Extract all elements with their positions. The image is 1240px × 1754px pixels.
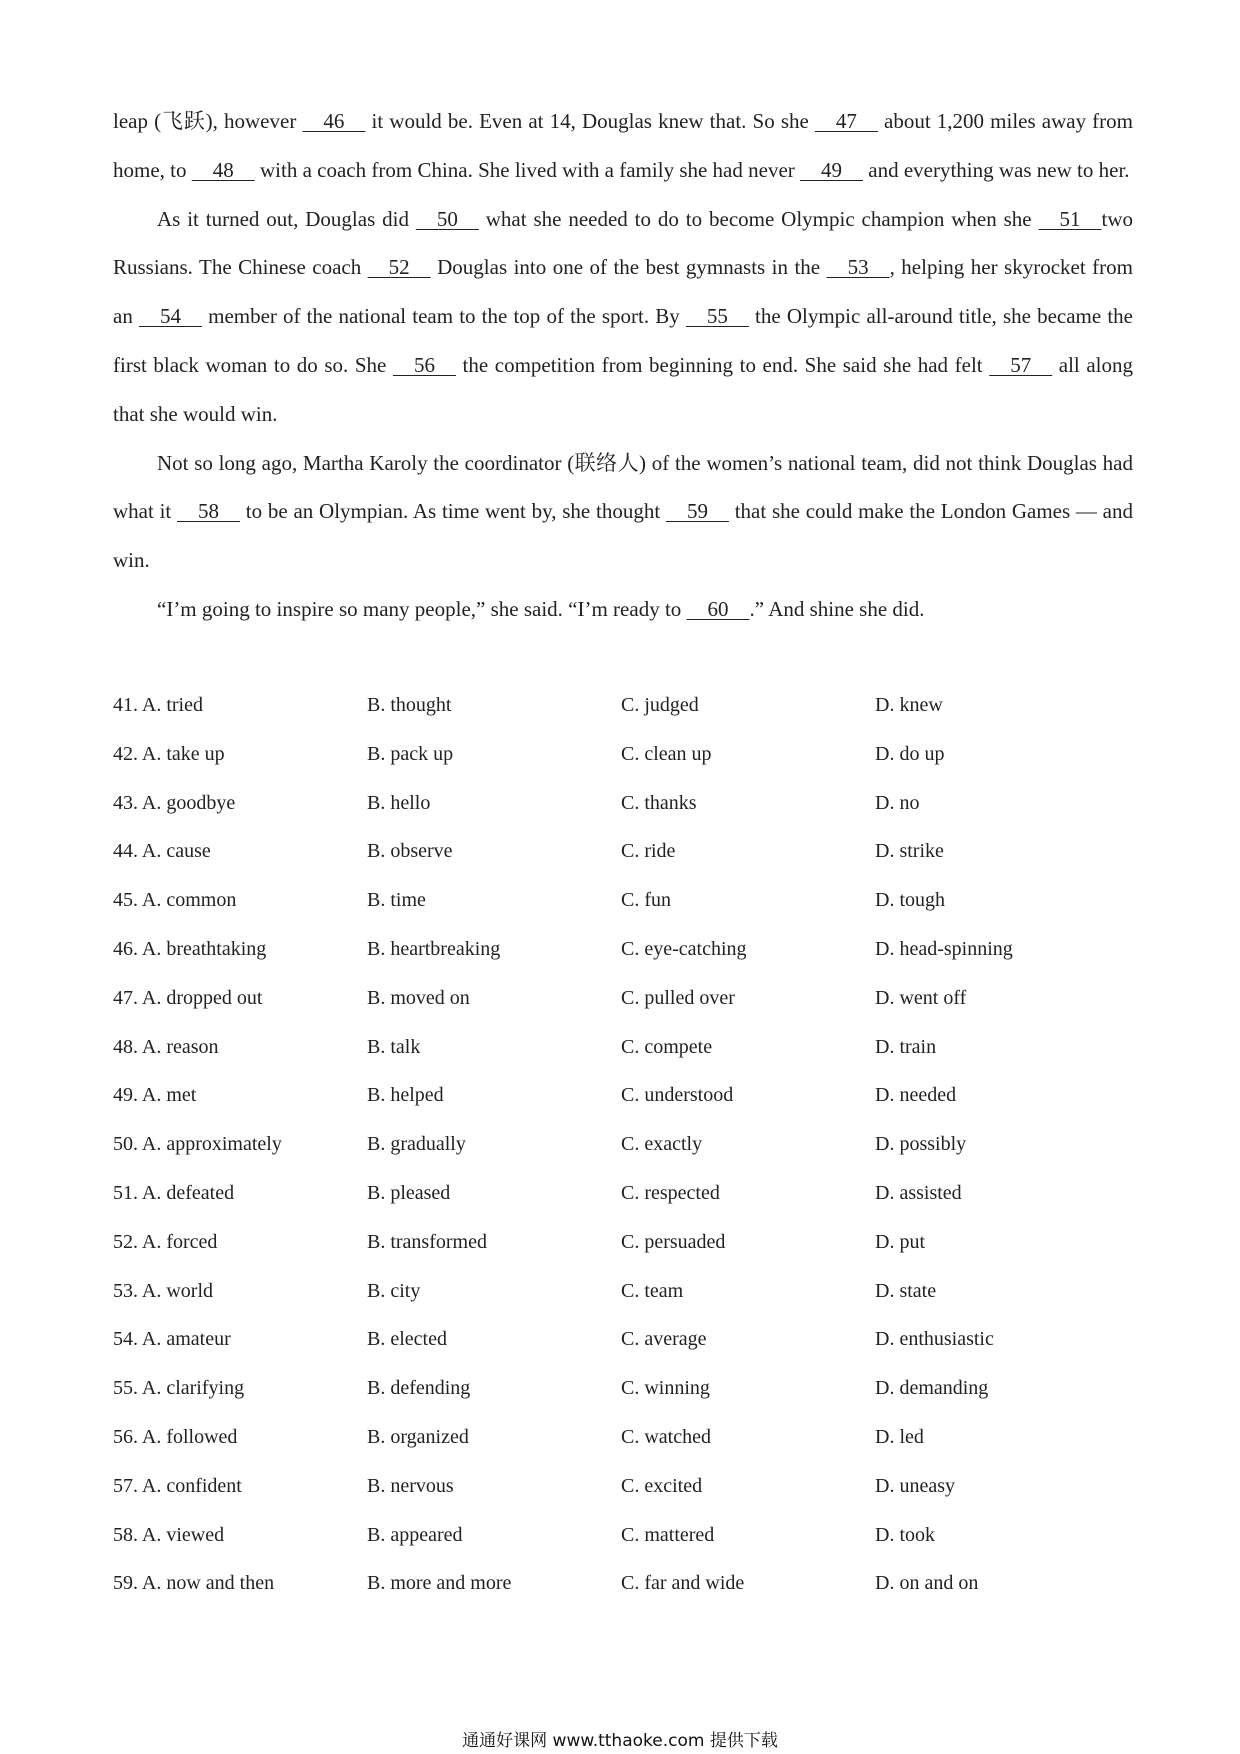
option-row-47 xyxy=(113,974,1133,1023)
option-a: 50. A. approximately xyxy=(113,1133,282,1156)
option-a: 55. A. clarifying xyxy=(113,1377,245,1400)
option-row-41 xyxy=(113,681,1133,730)
passage-paragraph-1: leap (飞跃), however 46 it would be. Even at 14, Douglas knew that. So she 47 about 1,200 miles away from home, to 48 with a coach from China. She lived with a family she had never 49 and everything was new to her. xyxy=(113,97,1133,195)
option-a: 59. A. now and then xyxy=(113,1572,275,1595)
option-row-55 xyxy=(113,1364,1133,1413)
blank-58: 58 xyxy=(177,499,241,524)
option-b: B. elected xyxy=(367,1328,447,1351)
option-d: D. possibly xyxy=(875,1133,967,1156)
option-d: D. uneasy xyxy=(875,1474,955,1497)
option-b: B. more and more xyxy=(367,1572,512,1595)
option-d: D. put xyxy=(875,1230,925,1253)
option-d: D. state xyxy=(875,1279,937,1302)
blank-54: 54 xyxy=(138,304,202,329)
option-b: B. hello xyxy=(367,791,431,814)
page-footer: 通通好课网 www.tthaoke.com 提供下载 xyxy=(462,1731,778,1751)
option-row-54 xyxy=(113,1315,1133,1364)
answer-options-list xyxy=(113,681,1133,1608)
option-row-53 xyxy=(113,1267,1133,1316)
blank-53: 53 xyxy=(826,255,890,280)
option-a: 43. A. goodbye xyxy=(113,791,236,814)
option-row-46 xyxy=(113,925,1133,974)
option-c: C. average xyxy=(621,1328,707,1351)
option-a: 49. A. met xyxy=(113,1084,197,1107)
option-c: C. persuaded xyxy=(621,1230,726,1253)
option-b: B. transformed xyxy=(367,1230,487,1253)
option-a: 51. A. defeated xyxy=(113,1181,235,1204)
option-c: C. mattered xyxy=(621,1523,715,1546)
option-a: 45. A. common xyxy=(113,889,237,912)
option-d: D. on and on xyxy=(875,1572,979,1595)
passage-paragraph-4: “I’m going to inspire so many people,” she said. “I’m ready to 60 .” And shine she did. xyxy=(113,585,1133,634)
option-row-58 xyxy=(113,1511,1133,1560)
option-c: C. fun xyxy=(621,889,671,912)
option-c: C. excited xyxy=(621,1474,703,1497)
option-a: 57. A. confident xyxy=(113,1474,242,1497)
blank-59: 59 xyxy=(665,499,729,524)
blank-46: 46 xyxy=(302,109,366,133)
option-a: 42. A. take up xyxy=(113,742,225,765)
option-row-52 xyxy=(113,1218,1133,1267)
option-a: 48. A. reason xyxy=(113,1035,219,1058)
option-row-49 xyxy=(113,1071,1133,1120)
blank-56: 56 xyxy=(392,352,456,377)
option-d: D. tough xyxy=(875,889,945,912)
option-d: D. strike xyxy=(875,840,944,863)
option-b: B. defending xyxy=(367,1377,471,1400)
option-row-44 xyxy=(113,827,1133,876)
option-b: B. thought xyxy=(367,694,452,716)
option-d: D. took xyxy=(875,1523,935,1546)
option-b: B. city xyxy=(367,1279,421,1302)
option-d: D. needed xyxy=(875,1084,957,1107)
option-d: D. enthusiastic xyxy=(875,1328,994,1351)
blank-50: 50 xyxy=(415,206,479,231)
option-c: C. thanks xyxy=(621,791,697,814)
option-row-56 xyxy=(113,1413,1133,1462)
blank-52: 52 xyxy=(367,255,431,280)
blank-51: 51 xyxy=(1038,206,1102,231)
cloze-passage xyxy=(113,97,1133,634)
option-a: 41. A. tried xyxy=(113,694,203,716)
option-d: D. no xyxy=(875,791,920,814)
option-b: B. organized xyxy=(367,1425,469,1448)
option-c: C. exactly xyxy=(621,1133,703,1156)
option-row-45 xyxy=(113,876,1133,925)
option-b: B. appeared xyxy=(367,1523,463,1546)
passage-paragraph-3: Not so long ago, Martha Karoly the coordinator (联络人) of the women’s national team, did not think Douglas had what it 58 to be an Olympian. As time went by, she thought 59 that she could make the London Games — and win. xyxy=(113,450,1134,573)
option-c: C. compete xyxy=(621,1035,713,1058)
option-c: C. winning xyxy=(621,1377,710,1400)
option-b: B. observe xyxy=(367,840,453,863)
option-b: B. gradually xyxy=(367,1133,466,1156)
option-row-48 xyxy=(113,1023,1133,1072)
option-d: D. train xyxy=(875,1035,937,1058)
option-c: C. far and wide xyxy=(621,1572,745,1595)
option-row-50 xyxy=(113,1120,1133,1169)
option-a: 44. A. cause xyxy=(113,840,211,863)
option-a: 47. A. dropped out xyxy=(113,986,263,1009)
option-row-51 xyxy=(113,1169,1133,1218)
option-c: C. understood xyxy=(621,1084,734,1107)
option-row-43 xyxy=(113,779,1133,828)
option-d: D. knew xyxy=(875,694,943,716)
blank-49: 49 xyxy=(800,157,864,182)
option-a: 58. A. viewed xyxy=(113,1523,225,1546)
option-d: D. went off xyxy=(875,986,967,1009)
option-c: C. clean up xyxy=(621,742,712,765)
option-d: D. head-spinning xyxy=(875,937,1013,960)
blank-48: 48 xyxy=(191,157,255,182)
option-a: 53. A. world xyxy=(113,1279,213,1302)
option-c: C. team xyxy=(621,1279,684,1302)
option-b: B. nervous xyxy=(367,1474,454,1497)
blank-47: 47 xyxy=(814,109,878,133)
option-d: D. do up xyxy=(875,742,945,765)
option-c: C. ride xyxy=(621,840,676,863)
option-d: D. assisted xyxy=(875,1181,962,1204)
option-a: 54. A. amateur xyxy=(113,1328,231,1351)
blank-60: 60 xyxy=(686,596,750,621)
option-b: B. moved on xyxy=(367,986,470,1009)
option-c: C. judged xyxy=(621,694,699,716)
blank-57: 57 xyxy=(989,352,1053,377)
option-c: C. watched xyxy=(621,1425,711,1448)
option-b: B. talk xyxy=(367,1035,421,1058)
option-c: C. respected xyxy=(621,1181,720,1204)
option-d: D. led xyxy=(875,1425,924,1448)
option-b: B. time xyxy=(367,889,426,912)
option-c: C. eye-catching xyxy=(621,937,747,960)
option-row-57 xyxy=(113,1462,1133,1511)
blank-55: 55 xyxy=(685,304,749,329)
passage-paragraph-2: As it turned out, Douglas did 50 what she needed to do to become Olympic champion when she 51 two Russians. The Chinese coach 52 Douglas into one of the best gymnasts in the 53 , helping her skyrocket from an 54 member of the national team to the top of the sport. By 55 the Olympic all-around title, she became the first black woman to do so. She 56 the competition from beginning to end. She said she had felt 57 all along that she would win. xyxy=(113,195,1133,439)
option-b: B. pleased xyxy=(367,1181,451,1204)
option-a: 52. A. forced xyxy=(113,1230,218,1253)
option-row-59 xyxy=(113,1559,1133,1608)
option-row-42 xyxy=(113,730,1133,779)
option-c: C. pulled over xyxy=(621,986,735,1009)
option-a: 56. A. followed xyxy=(113,1425,238,1448)
option-a: 46. A. breathtaking xyxy=(113,937,267,960)
option-b: B. heartbreaking xyxy=(367,937,501,960)
option-d: D. demanding xyxy=(875,1377,989,1400)
option-b: B. pack up xyxy=(367,742,454,765)
option-b: B. helped xyxy=(367,1084,444,1107)
